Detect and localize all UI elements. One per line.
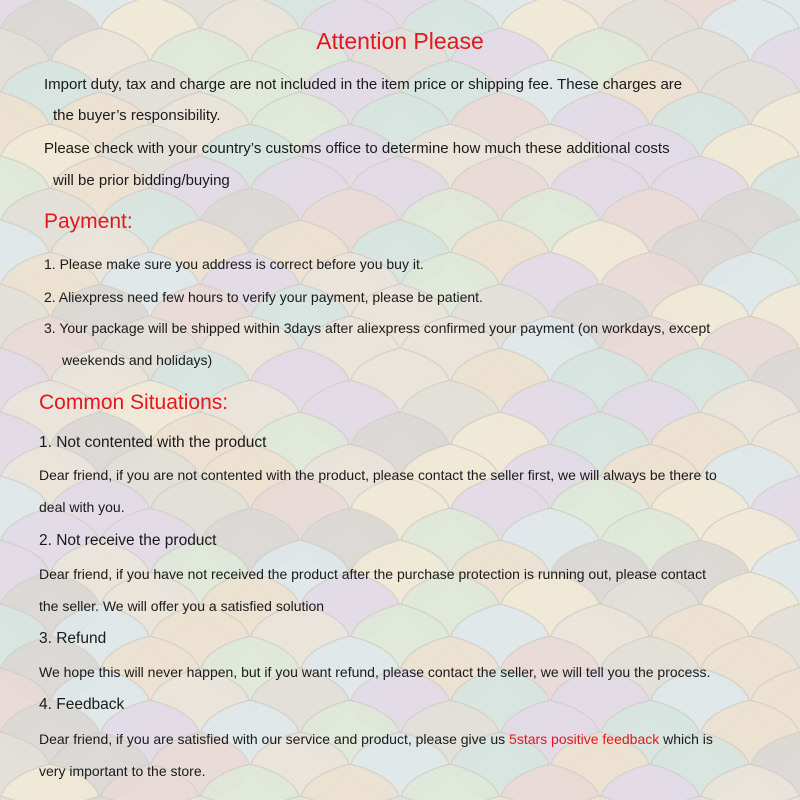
- payment-item-2: 2. Aliexpress need few hours to verify your payment, please be patient.: [44, 289, 483, 305]
- five-stars-feedback-highlight: 5stars positive feedback: [509, 731, 660, 747]
- attention-line-3: Please check with your country’s customs office to determine how much these additional costs: [44, 140, 670, 157]
- situation-4-line-2: very important to the store.: [39, 763, 206, 779]
- situation-4-line-1-end: which is: [659, 731, 713, 747]
- situation-2-line-2: the seller. We will offer you a satisfied solution: [39, 598, 325, 614]
- situation-1-title: 1. Not contented with the product: [39, 434, 267, 451]
- payment-item-1: 1. Please make sure you address is correct before you buy it.: [44, 256, 424, 272]
- situation-2-line-1: Dear friend, if you have not received the product after the purchase protection is running out, please contact: [39, 566, 706, 582]
- situation-2-title: 2. Not receive the product: [39, 532, 217, 549]
- situation-4-line-1: [39, 731, 713, 747]
- payment-item-3-line-2: weekends and holidays): [62, 352, 213, 368]
- situation-1-line-2: deal with you.: [39, 499, 125, 515]
- attention-title: Attention Please: [316, 28, 484, 54]
- attention-line-4: will be prior bidding/buying: [53, 172, 230, 189]
- situations-heading: Common Situations:: [39, 391, 229, 414]
- payment-heading: Payment:: [44, 210, 133, 233]
- situation-3-line-1: We hope this will never happen, but if you want refund, please contact the seller, we will tell you the process.: [39, 664, 711, 680]
- payment-item-3-line-1: 3. Your package will be shipped within 3days after aliexpress confirmed your payment (on workdays, except: [44, 320, 711, 336]
- attention-line-1: Import duty, tax and charge are not included in the item price or shipping fee. These charges are: [44, 76, 683, 93]
- situation-1-line-1: Dear friend, if you are not contented with the product, please contact the seller first, we will always be there to: [39, 467, 717, 483]
- attention-line-2: the buyer’s responsibility.: [53, 107, 221, 124]
- situation-4-title: 4. Feedback: [39, 696, 125, 713]
- situation-3-title: 3. Refund: [39, 630, 107, 647]
- situation-4-line-1-start: Dear friend, if you are satisfied with our service and product, please give us: [39, 731, 510, 747]
